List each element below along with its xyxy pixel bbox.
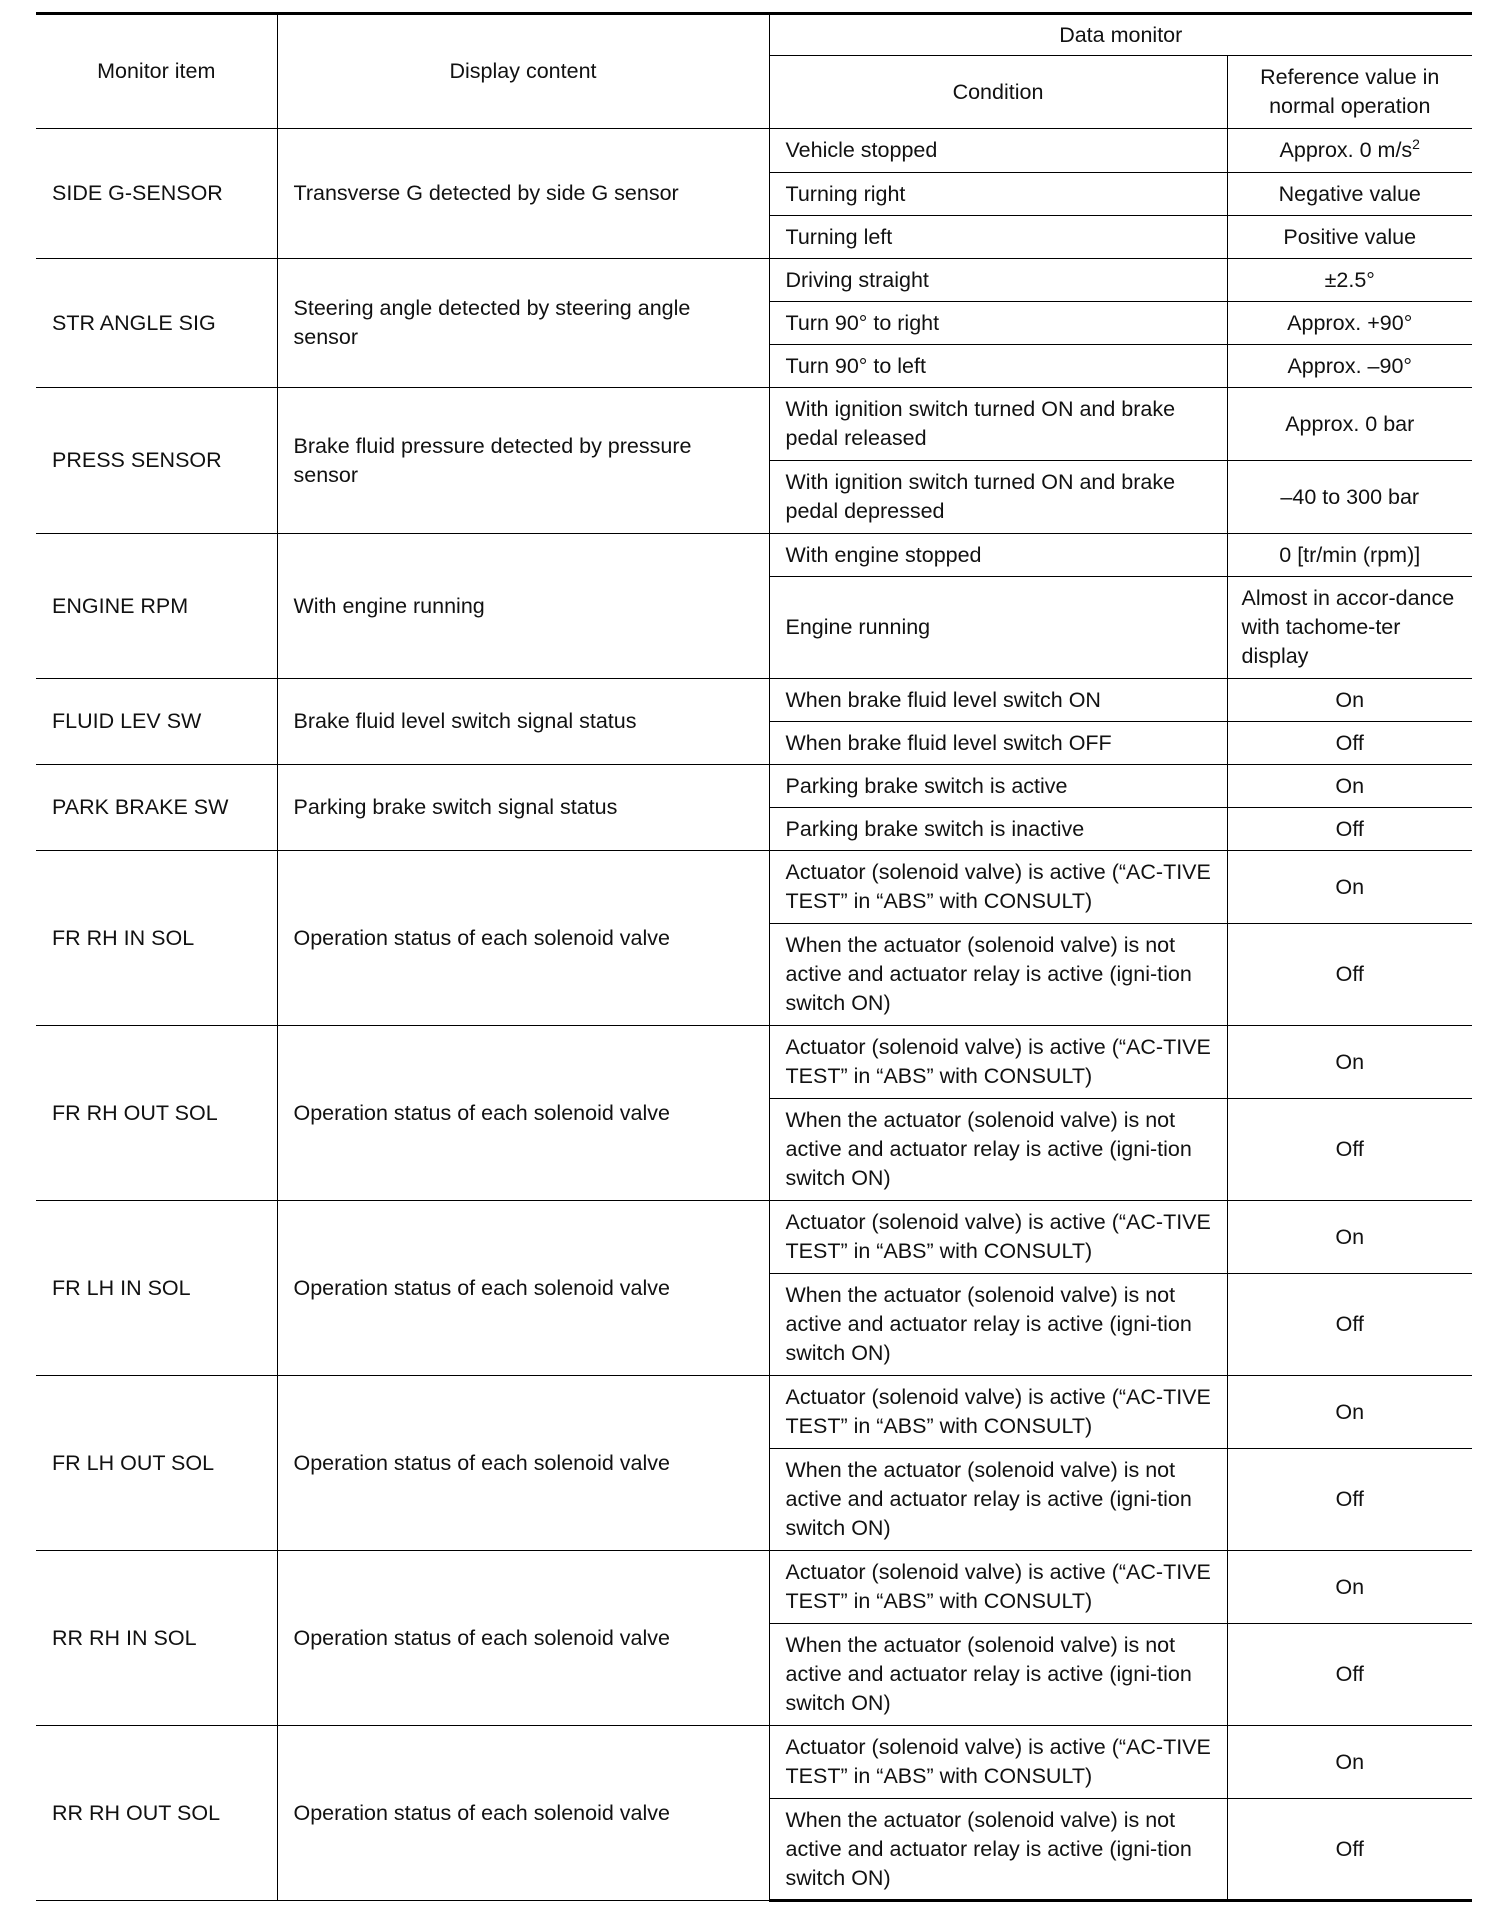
monitor-item-cell: FR RH OUT SOL — [36, 1026, 277, 1201]
reference-value-text: Off — [1335, 1836, 1364, 1861]
condition-cell: Turn 90° to right — [769, 302, 1227, 345]
table-body — [36, 129, 1472, 1901]
display-content-cell: Operation status of each solenoid valve — [277, 1026, 769, 1201]
reference-value-text: Negative value — [1278, 181, 1421, 206]
condition-cell: When brake fluid level switch OFF — [769, 722, 1227, 765]
condition-cell: When the actuator (solenoid valve) is not active and actuator relay is active (igni-tion switch ON) — [769, 1624, 1227, 1726]
reference-value-cell — [1227, 1274, 1472, 1376]
reference-value-cell — [1227, 808, 1472, 851]
header-data-monitor: Data monitor — [769, 14, 1472, 56]
reference-value-cell — [1227, 1376, 1472, 1449]
monitor-item-cell: RR RH IN SOL — [36, 1551, 277, 1726]
table-row — [36, 851, 1472, 924]
table-row — [36, 129, 1472, 173]
display-content-cell: Operation status of each solenoid valve — [277, 1201, 769, 1376]
reference-value-text: Off — [1335, 1137, 1364, 1161]
reference-value-cell — [1227, 1099, 1472, 1201]
monitor-item-cell: FR LH OUT SOL — [36, 1376, 277, 1551]
reference-value-cell — [1227, 216, 1472, 259]
condition-cell: When the actuator (solenoid valve) is not active and actuator relay is active (igni-tion switch ON) — [769, 1274, 1227, 1376]
reference-value-cell — [1227, 173, 1472, 216]
condition-cell: Actuator (solenoid valve) is active (“AC-TIVE TEST” in “ABS” with CONSULT) — [769, 1551, 1227, 1624]
display-content-cell: Brake fluid level switch signal status — [277, 679, 769, 765]
condition-cell: When the actuator (solenoid valve) is not active and actuator relay is active (igni-tion switch ON) — [769, 1799, 1227, 1901]
reference-value-text: Off — [1335, 816, 1364, 841]
reference-value-text: On — [1335, 1574, 1365, 1599]
monitor-item-cell: FR RH IN SOL — [36, 851, 277, 1026]
reference-value-cell — [1227, 1026, 1472, 1099]
reference-value-cell — [1227, 1551, 1472, 1624]
reference-value-text: Approx. 0 m/s — [1279, 138, 1413, 162]
condition-cell: With ignition switch turned ON and brake pedal depressed — [769, 461, 1227, 534]
condition-cell: Actuator (solenoid valve) is active (“AC-TIVE TEST” in “ABS” with CONSULT) — [769, 1376, 1227, 1449]
table-row — [36, 765, 1472, 808]
condition-cell: Engine running — [769, 577, 1227, 679]
condition-cell: Vehicle stopped — [769, 129, 1227, 173]
table-row — [36, 1551, 1472, 1624]
monitor-item-cell: FLUID LEV SW — [36, 679, 277, 765]
display-content-cell: Brake fluid pressure detected by pressure sensor — [277, 388, 769, 534]
header-display-content: Display content — [277, 14, 769, 129]
reference-value-text: Off — [1335, 1312, 1364, 1336]
reference-value-cell — [1227, 924, 1472, 1026]
condition-cell: With engine stopped — [769, 534, 1227, 577]
reference-value-text: Approx. 0 bar — [1285, 411, 1415, 436]
reference-value-cell — [1227, 577, 1472, 679]
table-row — [36, 679, 1472, 722]
table-row — [36, 1726, 1472, 1799]
header-reference-value: Reference value in normal operation — [1227, 56, 1472, 129]
monitor-item-cell: RR RH OUT SOL — [36, 1726, 277, 1901]
display-content-cell: Operation status of each solenoid valve — [277, 1551, 769, 1726]
table-row — [36, 388, 1472, 461]
reference-value-cell — [1227, 534, 1472, 577]
table-header — [36, 14, 1472, 129]
condition-cell: Turning right — [769, 173, 1227, 216]
condition-cell: Actuator (solenoid valve) is active (“AC-TIVE TEST” in “ABS” with CONSULT) — [769, 851, 1227, 924]
reference-value-text: –40 to 300 bar — [1280, 484, 1420, 509]
condition-cell: When brake fluid level switch ON — [769, 679, 1227, 722]
reference-value-text: Off — [1335, 1487, 1364, 1511]
monitor-item-cell: PARK BRAKE SW — [36, 765, 277, 851]
reference-value-cell — [1227, 1449, 1472, 1551]
reference-value-cell — [1227, 851, 1472, 924]
condition-cell: Turning left — [769, 216, 1227, 259]
header-monitor-item: Monitor item — [36, 14, 277, 129]
display-content-cell: Operation status of each solenoid valve — [277, 1726, 769, 1901]
reference-value-cell — [1227, 1799, 1472, 1901]
monitor-item-cell: STR ANGLE SIG — [36, 259, 277, 388]
reference-value-text: On — [1335, 687, 1365, 712]
reference-value-text: On — [1335, 1224, 1365, 1249]
condition-cell: When the actuator (solenoid valve) is not active and actuator relay is active (igni-tion switch ON) — [769, 1449, 1227, 1551]
reference-value-text: On — [1335, 773, 1365, 798]
condition-cell: Parking brake switch is inactive — [769, 808, 1227, 851]
reference-value-cell — [1227, 461, 1472, 534]
unit-superscript: 2 — [1412, 135, 1420, 152]
condition-cell: Actuator (solenoid valve) is active (“AC-TIVE TEST” in “ABS” with CONSULT) — [769, 1726, 1227, 1799]
reference-value-cell — [1227, 722, 1472, 765]
reference-value-cell — [1227, 679, 1472, 722]
reference-value-text: On — [1335, 1049, 1365, 1074]
reference-value-text: ±2.5° — [1324, 267, 1375, 292]
table-row — [36, 1201, 1472, 1274]
reference-value-text: Off — [1335, 1662, 1364, 1686]
reference-value-text: On — [1335, 1399, 1365, 1424]
condition-cell: Actuator (solenoid valve) is active (“AC-TIVE TEST” in “ABS” with CONSULT) — [769, 1026, 1227, 1099]
reference-value-cell — [1227, 1201, 1472, 1274]
reference-value-text: On — [1335, 1749, 1365, 1774]
table-row — [36, 1376, 1472, 1449]
condition-cell: When the actuator (solenoid valve) is not active and actuator relay is active (igni-tion switch ON) — [769, 1099, 1227, 1201]
header-condition: Condition — [769, 56, 1227, 129]
condition-cell: Driving straight — [769, 259, 1227, 302]
display-content-cell: Transverse G detected by side G sensor — [277, 129, 769, 259]
reference-value-text: 0 [tr/min (rpm)] — [1279, 542, 1421, 567]
condition-cell: With ignition switch turned ON and brake pedal released — [769, 388, 1227, 461]
reference-value-cell — [1227, 259, 1472, 302]
monitor-item-cell: PRESS SENSOR — [36, 388, 277, 534]
reference-value-text: On — [1335, 874, 1365, 899]
reference-value-text: Off — [1335, 730, 1364, 755]
reference-value-cell — [1227, 129, 1472, 173]
condition-cell: When the actuator (solenoid valve) is not active and actuator relay is active (igni-tion switch ON) — [769, 924, 1227, 1026]
display-content-cell: Operation status of each solenoid valve — [277, 1376, 769, 1551]
condition-cell: Parking brake switch is active — [769, 765, 1227, 808]
display-content-cell: With engine running — [277, 534, 769, 679]
reference-value-cell — [1227, 765, 1472, 808]
table-row — [36, 534, 1472, 577]
monitor-item-cell: ENGINE RPM — [36, 534, 277, 679]
condition-cell: Actuator (solenoid valve) is active (“AC-TIVE TEST” in “ABS” with CONSULT) — [769, 1201, 1227, 1274]
reference-value-text: Positive value — [1283, 224, 1417, 249]
table-row — [36, 1026, 1472, 1099]
reference-value-cell — [1227, 1624, 1472, 1726]
display-content-cell: Operation status of each solenoid valve — [277, 851, 769, 1026]
data-monitor-table-container — [36, 12, 1472, 1902]
display-content-cell: Steering angle detected by steering angle sensor — [277, 259, 769, 388]
reference-value-text: Approx. +90° — [1287, 310, 1413, 335]
reference-value-cell — [1227, 345, 1472, 388]
reference-value-text: Off — [1335, 962, 1364, 986]
monitor-item-cell: SIDE G-SENSOR — [36, 129, 277, 259]
reference-value-text: Almost in accor-dance with tachome-ter display — [1241, 586, 1455, 668]
display-content-cell: Parking brake switch signal status — [277, 765, 769, 851]
reference-value-cell — [1227, 1726, 1472, 1799]
monitor-item-cell: FR LH IN SOL — [36, 1201, 277, 1376]
reference-value-cell — [1227, 388, 1472, 461]
table-row — [36, 259, 1472, 302]
data-monitor-table — [36, 12, 1472, 1902]
reference-value-cell — [1227, 302, 1472, 345]
condition-cell: Turn 90° to left — [769, 345, 1227, 388]
reference-value-text: Approx. –90° — [1287, 353, 1413, 378]
